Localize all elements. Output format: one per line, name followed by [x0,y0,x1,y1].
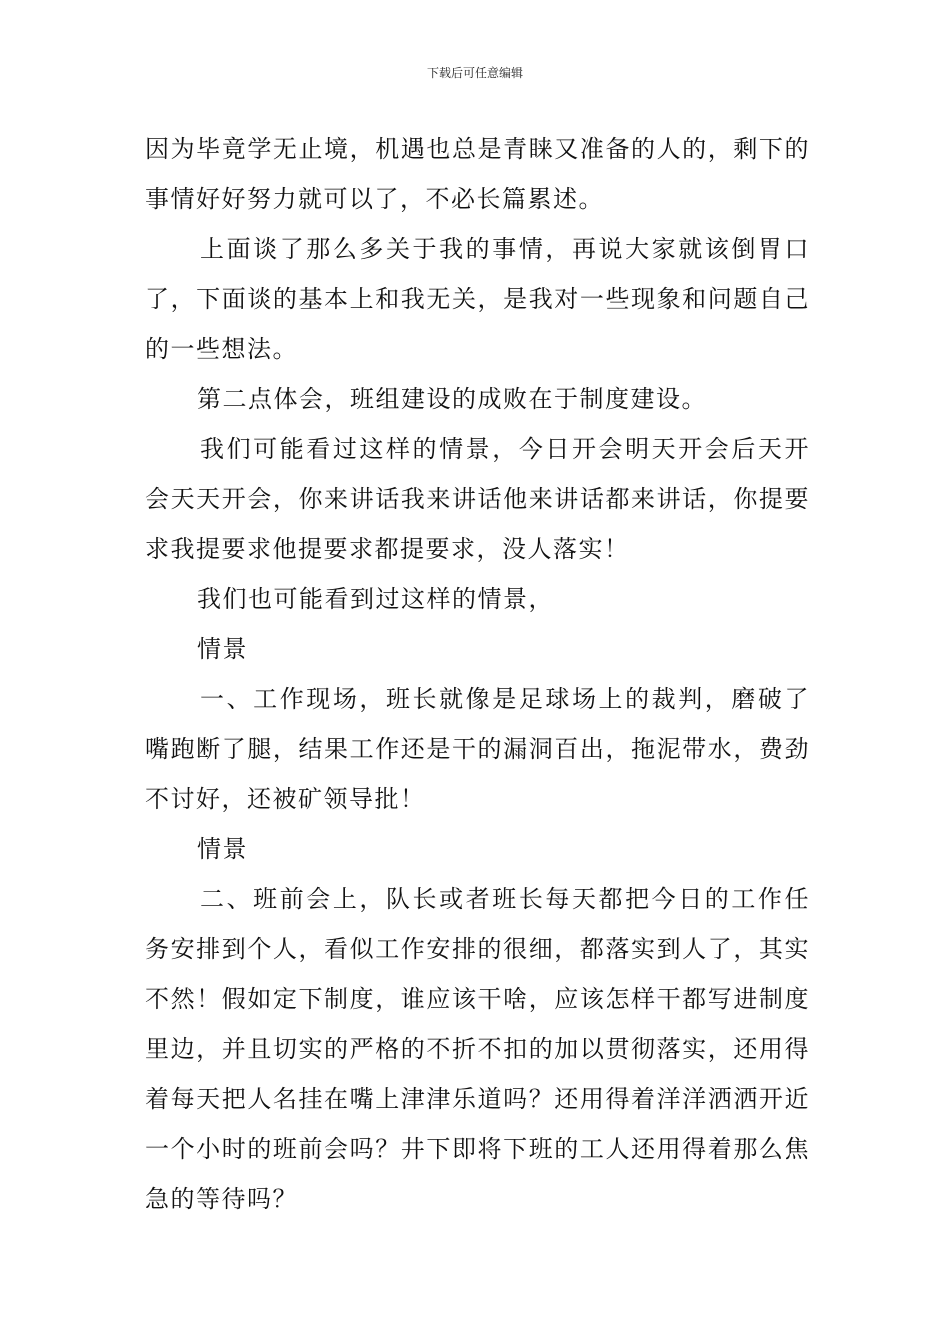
paragraph-scene-intro: 我们也可能看到过这样的情景， [197,585,554,613]
paragraph-scene-one: 一、工作现场，班长就像是足球场上的裁判，磨破了嘴跑断了腿，结果工作还是干的漏洞百出，拖泥带水，费劲不讨好，还被矿领导批！ [145,685,810,813]
page-header-note: 下载后可任意编辑 [426,66,523,80]
paragraph-intro-views: 上面谈了那么多关于我的事情，再说大家就该倒胃口了，下面谈的基本上和我无关，是我对一些现象和问题自己的一些想法。 [145,235,810,363]
paragraph-continuation: 因为毕竟学无止境，机遇也总是青睐又准备的人的，剩下的事情好好努力就可以了，不必长篇累述。 [145,135,810,213]
document-body [145,124,810,1224]
paragraph-scene-two: 二、班前会上，队长或者班长每天都把今日的工作任务安排到个人，看似工作安排的很细，都落实到人了，其实不然！假如定下制度，谁应该干啥，应该怎样干都写进制度里边，并且切实的严格的不折不扣的加以贯彻落实，还用得着每天把人名挂在嘴上津津乐道吗？还用得着洋洋洒洒开近一个小时的班前会吗？井下即将下班的工人还用得着那么焦急的等待吗？ [145,885,810,1213]
paragraph-point-two: 第二点体会，班组建设的成败在于制度建设。 [197,385,707,413]
paragraph-scene-label-2: 情景 [197,835,248,863]
paragraph-meeting-scene: 我们可能看过这样的情景，今日开会明天开会后天开会天天开会，你来讲话我来讲话他来讲话都来讲话，你提要求我提要求他提要求都提要求，没人落实！ [145,435,810,563]
paragraph-scene-label-1: 情景 [197,635,248,663]
